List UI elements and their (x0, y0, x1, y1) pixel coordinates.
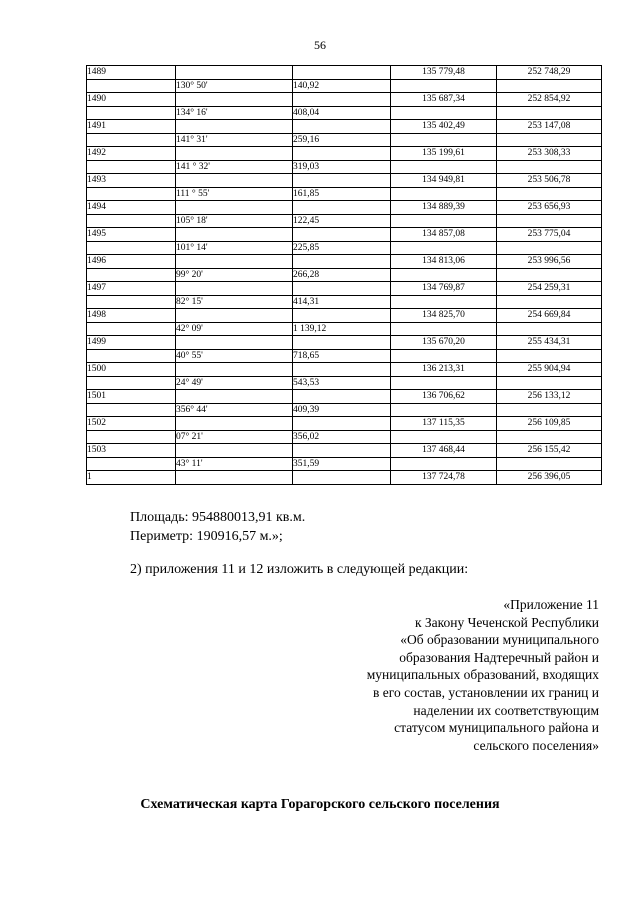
y-coordinate-cell (497, 430, 602, 444)
distance-cell (293, 174, 391, 188)
point-cell: 1497 (87, 282, 176, 296)
x-coordinate-cell: 134 889,39 (391, 201, 497, 215)
angle-cell (176, 174, 293, 188)
point-cell (87, 241, 176, 255)
point-cell: 1500 (87, 363, 176, 377)
x-coordinate-cell (391, 79, 497, 93)
y-coordinate-cell: 253 656,93 (497, 201, 602, 215)
point-cell (87, 376, 176, 390)
y-coordinate-cell: 256 155,42 (497, 444, 602, 458)
point-cell (87, 349, 176, 363)
angle-cell: 111 ° 55' (176, 187, 293, 201)
appendix-line: наделении их соответствующим (413, 702, 599, 718)
point-cell: 1 (87, 471, 176, 485)
y-coordinate-cell (497, 187, 602, 201)
y-coordinate-cell (497, 457, 602, 471)
appendix-line: муниципальных образований, входящих (366, 667, 599, 683)
point-cell: 1495 (87, 228, 176, 242)
y-coordinate-cell (497, 106, 602, 120)
angle-cell: 105° 18' (176, 214, 293, 228)
table-row (87, 457, 602, 471)
point-cell: 1496 (87, 255, 176, 269)
y-coordinate-cell (497, 133, 602, 147)
point-cell: 1501 (87, 390, 176, 404)
point-cell (87, 322, 176, 336)
appendix-line: статусом муниципального района и (394, 720, 599, 736)
point-cell: 1494 (87, 201, 176, 215)
point-cell (87, 133, 176, 147)
point-cell: 1490 (87, 93, 176, 107)
table-row (87, 79, 602, 93)
table-row (87, 403, 602, 417)
y-coordinate-cell: 256 109,85 (497, 417, 602, 431)
y-coordinate-cell: 256 133,12 (497, 390, 602, 404)
table-row (87, 322, 602, 336)
table-row (87, 93, 602, 107)
x-coordinate-cell: 135 402,49 (391, 120, 497, 134)
map-title: Схематическая карта Горагорского сельского поселения (140, 797, 500, 812)
table-row (87, 268, 602, 282)
point-cell: 1498 (87, 309, 176, 323)
y-coordinate-cell (497, 79, 602, 93)
angle-cell (176, 66, 293, 80)
y-coordinate-cell (497, 349, 602, 363)
distance-cell: 718,65 (293, 349, 391, 363)
y-coordinate-cell (497, 268, 602, 282)
appendix-line: «Об образовании муниципального (400, 632, 599, 648)
distance-cell: 543,53 (293, 376, 391, 390)
x-coordinate-cell (391, 214, 497, 228)
distance-cell: 259,16 (293, 133, 391, 147)
table-row (87, 349, 602, 363)
point-cell (87, 430, 176, 444)
x-coordinate-cell: 134 949,81 (391, 174, 497, 188)
distance-cell (293, 444, 391, 458)
point-cell: 1503 (87, 444, 176, 458)
distance-cell (293, 417, 391, 431)
y-coordinate-cell: 253 996,56 (497, 255, 602, 269)
point-cell (87, 106, 176, 120)
table-row (87, 174, 602, 188)
y-coordinate-cell (497, 241, 602, 255)
angle-cell (176, 282, 293, 296)
distance-cell: 408,04 (293, 106, 391, 120)
y-coordinate-cell (497, 322, 602, 336)
y-coordinate-cell (497, 295, 602, 309)
distance-cell (293, 363, 391, 377)
table-row (87, 295, 602, 309)
angle-cell: 40° 55' (176, 349, 293, 363)
table-row (87, 430, 602, 444)
distance-cell (293, 120, 391, 134)
angle-cell (176, 255, 293, 269)
table-row (87, 390, 602, 404)
y-coordinate-cell (497, 214, 602, 228)
point-cell (87, 214, 176, 228)
x-coordinate-cell: 137 115,35 (391, 417, 497, 431)
angle-cell (176, 147, 293, 161)
x-coordinate-cell: 135 779,48 (391, 66, 497, 80)
page-number: 56 (314, 38, 326, 52)
x-coordinate-cell (391, 295, 497, 309)
y-coordinate-cell: 256 396,05 (497, 471, 602, 485)
appendix-line: образования Надтеречный район и (399, 649, 599, 665)
table-row (87, 66, 602, 80)
distance-cell (293, 309, 391, 323)
angle-cell (176, 417, 293, 431)
point-cell: 1492 (87, 147, 176, 161)
table-row (87, 228, 602, 242)
y-coordinate-cell: 253 506,78 (497, 174, 602, 188)
point-cell: 1491 (87, 120, 176, 134)
x-coordinate-cell: 136 213,31 (391, 363, 497, 377)
table-row (87, 282, 602, 296)
distance-cell (293, 336, 391, 350)
angle-cell: 24° 49' (176, 376, 293, 390)
distance-cell: 409,39 (293, 403, 391, 417)
table-row (87, 471, 602, 485)
table-row (87, 309, 602, 323)
table-row (87, 160, 602, 174)
angle-cell: 43° 11' (176, 457, 293, 471)
point-cell (87, 160, 176, 174)
point-cell: 1493 (87, 174, 176, 188)
x-coordinate-cell (391, 349, 497, 363)
boundary-stats (130, 508, 305, 546)
table-row (87, 147, 602, 161)
perimeter-text: Периметр: 190916,57 м.»; (130, 529, 283, 544)
angle-cell (176, 363, 293, 377)
table-row (87, 444, 602, 458)
angle-cell: 141 ° 32' (176, 160, 293, 174)
table-row (87, 376, 602, 390)
angle-cell: 101° 14' (176, 241, 293, 255)
point-cell (87, 403, 176, 417)
point-cell: 1499 (87, 336, 176, 350)
angle-cell (176, 201, 293, 215)
point-cell (87, 295, 176, 309)
angle-cell: 134° 16' (176, 106, 293, 120)
x-coordinate-cell: 134 825,70 (391, 309, 497, 323)
appendix-line: сельского поселения» (473, 737, 599, 753)
y-coordinate-cell: 254 259,31 (497, 282, 602, 296)
distance-cell (293, 282, 391, 296)
x-coordinate-cell (391, 376, 497, 390)
point-cell: 1489 (87, 66, 176, 80)
angle-cell (176, 390, 293, 404)
point-cell (87, 79, 176, 93)
distance-cell (293, 255, 391, 269)
distance-cell (293, 66, 391, 80)
table-row (87, 201, 602, 215)
angle-cell (176, 471, 293, 485)
angle-cell: 141° 31' (176, 133, 293, 147)
x-coordinate-cell (391, 457, 497, 471)
y-coordinate-cell: 255 434,31 (497, 336, 602, 350)
table-row (87, 255, 602, 269)
point-cell (87, 187, 176, 201)
distance-cell (293, 93, 391, 107)
y-coordinate-cell: 252 854,92 (497, 93, 602, 107)
y-coordinate-cell: 252 748,29 (497, 66, 602, 80)
table-row (87, 214, 602, 228)
point-cell (87, 268, 176, 282)
angle-cell (176, 336, 293, 350)
distance-cell: 356,02 (293, 430, 391, 444)
x-coordinate-cell: 137 468,44 (391, 444, 497, 458)
angle-cell (176, 228, 293, 242)
distance-cell: 351,59 (293, 457, 391, 471)
angle-cell (176, 444, 293, 458)
x-coordinate-cell: 135 199,61 (391, 147, 497, 161)
distance-cell: 414,31 (293, 295, 391, 309)
angle-cell: 07° 21' (176, 430, 293, 444)
distance-cell: 122,45 (293, 214, 391, 228)
distance-cell (293, 201, 391, 215)
table-row (87, 417, 602, 431)
angle-cell: 82° 15' (176, 295, 293, 309)
table-row (87, 336, 602, 350)
amendment-text: 2) приложения 11 и 12 изложить в следующей редакции: (130, 562, 469, 577)
distance-cell (293, 228, 391, 242)
x-coordinate-cell (391, 187, 497, 201)
x-coordinate-cell: 135 670,20 (391, 336, 497, 350)
y-coordinate-cell (497, 376, 602, 390)
angle-cell (176, 93, 293, 107)
distance-cell (293, 471, 391, 485)
x-coordinate-cell: 137 724,78 (391, 471, 497, 485)
y-coordinate-cell (497, 160, 602, 174)
table-row (87, 106, 602, 120)
y-coordinate-cell: 255 904,94 (497, 363, 602, 377)
coordinates-table-body (87, 66, 602, 485)
x-coordinate-cell (391, 322, 497, 336)
angle-cell (176, 120, 293, 134)
y-coordinate-cell: 253 308,33 (497, 147, 602, 161)
distance-cell: 266,28 (293, 268, 391, 282)
x-coordinate-cell (391, 403, 497, 417)
area-text: Площадь: 954880013,91 кв.м. (130, 510, 306, 525)
point-cell: 1502 (87, 417, 176, 431)
x-coordinate-cell: 134 769,87 (391, 282, 497, 296)
angle-cell: 99° 20' (176, 268, 293, 282)
distance-cell: 225,85 (293, 241, 391, 255)
x-coordinate-cell (391, 106, 497, 120)
distance-cell: 319,03 (293, 160, 391, 174)
y-coordinate-cell: 254 669,84 (497, 309, 602, 323)
appendix-line: «Приложение 11 (503, 597, 599, 612)
x-coordinate-cell: 136 706,62 (391, 390, 497, 404)
angle-cell: 130° 50' (176, 79, 293, 93)
distance-cell: 1 139,12 (293, 322, 391, 336)
x-coordinate-cell: 135 687,34 (391, 93, 497, 107)
appendix-heading (299, 596, 599, 754)
x-coordinate-cell (391, 241, 497, 255)
distance-cell (293, 390, 391, 404)
table-row (87, 363, 602, 377)
y-coordinate-cell: 253 147,08 (497, 120, 602, 134)
table-row (87, 187, 602, 201)
appendix-line: к Закону Чеченской Республики (414, 614, 599, 630)
table-row (87, 241, 602, 255)
point-cell (87, 457, 176, 471)
distance-cell: 161,85 (293, 187, 391, 201)
x-coordinate-cell (391, 430, 497, 444)
table-row (87, 133, 602, 147)
x-coordinate-cell (391, 268, 497, 282)
table-row (87, 120, 602, 134)
appendix-line: в его состав, установлении их границ и (373, 684, 599, 700)
y-coordinate-cell (497, 403, 602, 417)
angle-cell: 356° 44' (176, 403, 293, 417)
angle-cell (176, 309, 293, 323)
x-coordinate-cell: 134 813,06 (391, 255, 497, 269)
coordinates-table (86, 65, 602, 485)
distance-cell: 140,92 (293, 79, 391, 93)
y-coordinate-cell: 253 775,04 (497, 228, 602, 242)
x-coordinate-cell (391, 160, 497, 174)
distance-cell (293, 147, 391, 161)
x-coordinate-cell: 134 857,08 (391, 228, 497, 242)
x-coordinate-cell (391, 133, 497, 147)
angle-cell: 42° 09' (176, 322, 293, 336)
